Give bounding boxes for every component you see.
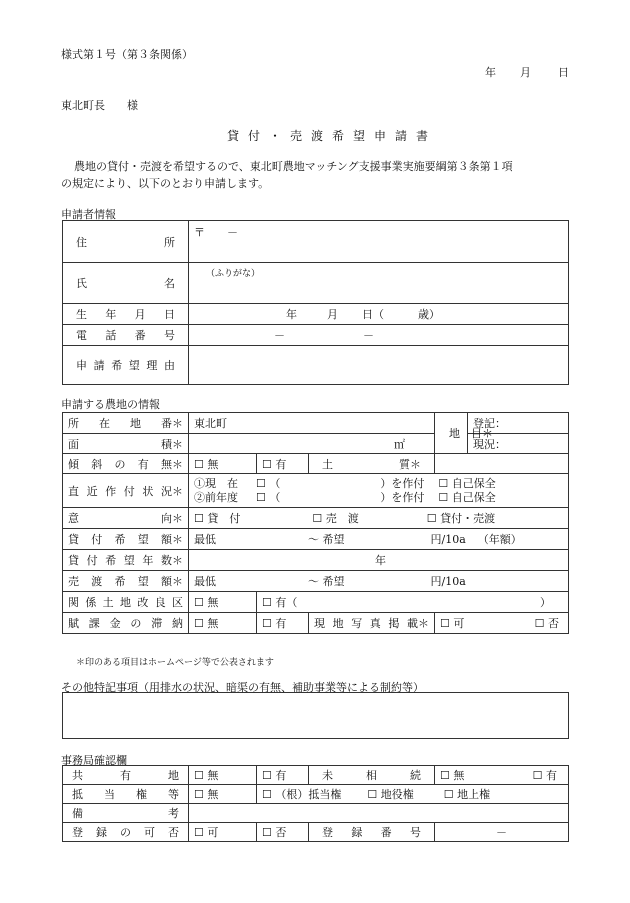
shared-yes-checkbox[interactable]: [257, 766, 309, 785]
shared-none-checkbox[interactable]: [189, 766, 257, 785]
recent-current-crop[interactable]: ☐ （: [256, 476, 281, 490]
shared-none-label: ☐ 無: [194, 769, 219, 782]
name-field[interactable]: [189, 263, 569, 304]
shared-yes-label: ☐ 有: [262, 769, 287, 782]
location-label-cell: 所 在 地 番＊: [63, 413, 189, 434]
arrears-none-checkbox[interactable]: [189, 613, 257, 634]
recent-prev-sakutsuke: ）を作付: [380, 490, 425, 504]
arrears-yes-checkbox[interactable]: [257, 613, 309, 634]
remarks-title: その他特記事項（用排水の状況、暗渠の有無、補助事業等による制約等）: [61, 681, 424, 694]
reg-ok-label: ☐ 可: [194, 826, 219, 839]
birth-label-cell: 生 年 月 日: [63, 304, 189, 325]
mortgage-label-cell: 抵 当 権 等: [63, 785, 189, 804]
lid-none-checkbox[interactable]: [189, 592, 257, 613]
intent-label-cell: 意 向＊: [63, 508, 189, 529]
sell-hope-label: ～ 希望: [308, 575, 345, 588]
recent-prev-self-maintain[interactable]: ☐ 自己保全: [438, 490, 496, 504]
slope-yes-checkbox[interactable]: [257, 454, 309, 474]
recent-prev-crop[interactable]: ☐ （: [256, 490, 281, 504]
lend-per-10a: 円/10a: [430, 533, 466, 546]
sell-price-label-cell: 売 渡 希 望 額＊: [63, 571, 189, 592]
applicant-table: [62, 220, 569, 385]
photo-ok-checkbox[interactable]: ☐ 可: [440, 617, 465, 630]
area-unit: ㎡: [394, 437, 405, 451]
reg-no-checkbox[interactable]: [257, 823, 309, 842]
slope-label-cell: 傾 斜 の 有 無＊: [63, 454, 189, 474]
phone-label-cell: 電 話 番 号: [63, 325, 189, 346]
intro-line-2: の規定により、以下のとおり申請します。: [61, 177, 270, 190]
office-remarks-field[interactable]: [189, 804, 569, 823]
office-table: [62, 765, 569, 842]
lend-min-label: 最低: [194, 533, 216, 546]
arrears-yes-label: ☐ 有: [262, 617, 287, 630]
mortgage-root-checkbox[interactable]: ☐ （根）抵当権: [262, 788, 342, 801]
slope-none-checkbox[interactable]: [189, 454, 257, 474]
reg-no-label: ☐ 否: [262, 826, 287, 839]
sell-per-10a: 円/10a: [430, 575, 466, 588]
unsettled-field: [435, 766, 569, 785]
name-label-cell: 氏 名: [63, 263, 189, 304]
reason-label-cell: 申 請 希 望 理 由: [63, 346, 189, 385]
lend-price-label-cell: 貸 付 希 望 額＊: [63, 529, 189, 550]
reg-possible-label-cell: 登 録 の 可 否: [63, 823, 189, 842]
arrears-label-cell: 賦 課 金 の 滞 納: [63, 613, 189, 634]
lend-years-label-cell: 貸 付 希 望 年 数＊: [63, 550, 189, 571]
intent-sell-checkbox[interactable]: ☐ 売 渡: [312, 512, 359, 525]
lid-close: ）: [540, 596, 551, 609]
chimoku-current-field[interactable]: [468, 434, 569, 454]
recent-label-cell: 直 近 作 付 状 況＊: [63, 474, 189, 508]
intro-line-1: 農地の貸付・売渡を希望するので、東北町農地マッチング支援事業実施要綱第３条第１項: [74, 160, 513, 173]
lid-yes-label: ☐ 有（: [262, 596, 298, 609]
birth-year: 年: [286, 308, 297, 321]
birth-day: 日（: [362, 308, 384, 321]
location-field[interactable]: [189, 413, 435, 434]
public-note: ＊印のある項目はホームページ等で公表されます: [76, 658, 274, 668]
easement-checkbox[interactable]: ☐ 地役権: [367, 788, 414, 801]
recent-current-label: ①現 在: [194, 476, 238, 490]
unsettled-label-cell: 未 相 続: [309, 766, 435, 785]
photo-no-checkbox[interactable]: ☐ 否: [534, 617, 559, 630]
location-value: 東北町: [194, 417, 227, 430]
unsettled-none-checkbox[interactable]: ☐ 無: [440, 769, 465, 782]
reg-number-label-cell: 登 録 番 号: [309, 823, 435, 842]
mortgage-none-label: ☐ 無: [194, 788, 219, 801]
age-unit: 歳）: [418, 308, 440, 321]
intent-both-checkbox[interactable]: ☐ 貸付・売渡: [426, 512, 496, 525]
date-year: 年: [485, 66, 496, 79]
office-section-title: 事務局確認欄: [61, 754, 127, 767]
sell-min-label: 最低: [194, 575, 216, 588]
furigana-label: （ふりがな）: [206, 269, 261, 279]
chimoku-registry-field[interactable]: [468, 413, 569, 434]
recent-prev-label: ②前年度: [194, 490, 238, 504]
photo-label-cell: 現 地 写 真 掲 載＊: [309, 613, 435, 634]
sell-price-field[interactable]: [189, 571, 569, 592]
phone-dash-1: －: [274, 329, 285, 342]
intent-lend-checkbox[interactable]: ☐ 貸 付: [194, 512, 241, 525]
reg-ok-checkbox[interactable]: [189, 823, 257, 842]
recent-current-sakutsuke: ）を作付: [380, 476, 425, 490]
mortgage-none-checkbox[interactable]: [189, 785, 257, 804]
soil-field[interactable]: [435, 454, 569, 474]
birth-field[interactable]: [189, 304, 569, 325]
reg-number-value: －: [496, 826, 507, 839]
phone-dash-2: －: [363, 329, 374, 342]
address-label-cell: 住 所: [63, 221, 189, 263]
lend-years-unit: 年: [375, 554, 386, 567]
birth-month: 月: [327, 308, 338, 321]
lend-years-field[interactable]: [189, 550, 569, 571]
date-month: 月: [520, 66, 531, 79]
photo-field: [435, 613, 569, 634]
arrears-none-label: ☐ 無: [194, 617, 219, 630]
lend-price-field[interactable]: [189, 529, 569, 550]
shared-label-cell: 共 有 地: [63, 766, 189, 785]
lid-yes-field[interactable]: [257, 592, 569, 613]
lend-hope-label: ～ 希望: [308, 533, 345, 546]
form-number: 様式第１号（第３条関係）: [61, 48, 193, 61]
intent-field: [189, 508, 569, 529]
recent-crops-field[interactable]: [189, 474, 569, 508]
phone-field[interactable]: [189, 325, 569, 346]
current-label: 現況：: [473, 437, 506, 451]
area-label-cell: 面 積＊: [63, 434, 189, 454]
lid-none-label: ☐ 無: [194, 596, 219, 609]
reg-number-field[interactable]: [435, 823, 569, 842]
lid-label-cell: 関 係 土 地 改 良 区: [63, 592, 189, 613]
soil-label-cell: 土 質＊: [309, 454, 435, 474]
area-field[interactable]: [189, 434, 435, 454]
unsettled-yes-checkbox[interactable]: ☐ 有: [532, 769, 557, 782]
addressee: 東北町長 様: [61, 99, 138, 112]
date-day: 日: [558, 66, 569, 79]
lend-annual: （年額）: [477, 533, 522, 546]
reason-field[interactable]: [189, 346, 569, 385]
recent-current-self-maintain[interactable]: ☐ 自己保全: [438, 476, 496, 490]
remarks-box[interactable]: [62, 692, 569, 739]
mortgage-field: [257, 785, 569, 804]
applicant-section-title: 申請者情報: [61, 208, 116, 221]
land-section-title: 申請する農地の情報: [61, 398, 160, 411]
postal-mark: 〒 －: [194, 226, 238, 239]
chimoku-label-cell: 地 目＊: [435, 413, 468, 454]
slope-none-label: ☐ 無: [194, 457, 219, 471]
land-table: [62, 412, 569, 634]
registry-label: 登記：: [473, 417, 506, 430]
office-remarks-label-cell: 備 考: [63, 804, 189, 823]
form-title: 貸付・売渡希望申請書: [227, 129, 438, 143]
slope-yes-label: ☐ 有: [262, 457, 287, 471]
surface-checkbox[interactable]: ☐ 地上権: [443, 788, 491, 801]
address-field[interactable]: [189, 221, 569, 263]
